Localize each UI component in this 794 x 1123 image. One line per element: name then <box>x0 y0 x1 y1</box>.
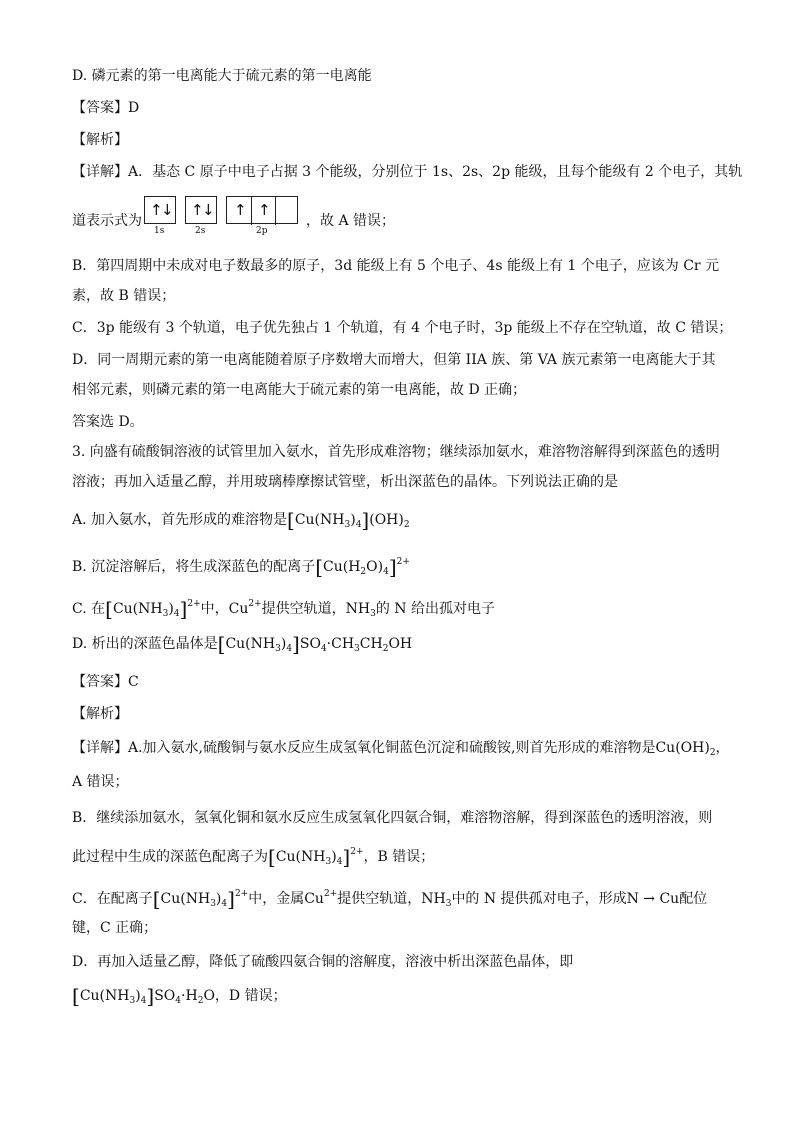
question-3-stem-cont: 溶液；再加入适量乙醇，并用玻璃棒摩擦试管壁，析出深蓝色的晶体。下列说法正确的是 <box>72 474 618 490</box>
detail-a-2-cont: A 错误； <box>72 774 129 790</box>
answer-choice-text: 答案选 D。 <box>72 414 144 430</box>
detail-c-2-cont: 键，C 正确； <box>72 920 158 936</box>
detail-c-text: C．3p 能级有 3 个轨道，电子优先独占 1 个轨道，有 4 个电子时，3p 能级上不存在空轨道，故 C 错误； <box>72 320 733 336</box>
option-d: D. 析出的深蓝色晶体是$[Cu(NH_3)_4]SO_4\cdot CH_3CH_2OH$ <box>72 632 413 656</box>
detail-a-text: 【详解】A．基态 C 原子中电子占据 3 个能级，分别位于 1s、2s、2p 能级，且每个能级有 2 个电子，其轨 <box>72 164 743 180</box>
orbital-label-2p: 2p <box>256 226 268 236</box>
orbital-label-2s: 2s <box>195 226 206 236</box>
orbital-box-2p: ↑ ↑ <box>226 196 298 224</box>
detail-c-2: C．在配离子$[Cu(NH_3)_4]^{2+}$中，金属$Cu^{2+}$提供空轨道，$NH_3$中的 N 提供孤对电子，形成N → Cu配位 <box>72 887 708 911</box>
formula-b: $[Cu(H_2O)_4]^{2+}$ <box>315 555 410 579</box>
detail-d-cont: 相邻元素，则磷元素的第一电离能大于硫元素的第一电离能，故 D 正确； <box>72 382 527 398</box>
option-d-text: D. 磷元素的第一电离能大于硫元素的第一电离能 <box>72 68 372 84</box>
detail-b-cont: 素，故 B 错误； <box>72 288 176 304</box>
orbital-result-text: ，故 A 错误； <box>306 213 396 229</box>
detail-d-text: D．同一周期元素的第一电离能随着原子序数增大而增大，但第 IIA 族、第 VA 族元素第一电离能大于其 <box>72 352 716 368</box>
orbital-label-1s: 1s <box>154 226 165 236</box>
detail-d-2: D．再加入适量乙醇，降低了硫酸四氨合铜的溶解度，溶液中析出深蓝色晶体，即 <box>72 954 574 970</box>
orbital-box-1s: ↑ ↓ <box>144 196 176 224</box>
detail-b-2: B．继续添加氨水，氢氧化铜和氨水反应生成氢氧化四氨合铜，难溶物溶解，得到深蓝色的透明溶液，则 <box>72 810 713 826</box>
orbital-intro-text: 道表示式为 <box>72 213 142 229</box>
answer-label: 【答案】D <box>72 100 140 116</box>
analysis-label-2: 【解析】 <box>72 706 128 722</box>
detail-b-text: B．第四周期中未成对电子数最多的原子，3d 能级上有 5 个电子、4s 能级上有 1 个电子，应该为 Cr 元 <box>72 258 720 274</box>
option-b: B. 沉淀溶解后，将生成深蓝色的配离子$[Cu(H_2O)_4]^{2+}$ <box>72 555 410 579</box>
orbital-box-2s: ↑ ↓ <box>185 196 217 224</box>
detail-b-2-cont: 此过程中生成的深蓝色配离子为$[Cu(NH_3)_4]^{2+}$，B 错误； <box>72 845 435 869</box>
option-a: A. 加入氨水，首先形成的难溶物是$[Cu(NH_3)_4](OH)_2$ <box>72 508 410 532</box>
analysis-label: 【解析】 <box>72 132 128 148</box>
detail-d-2-cont: $[Cu(NH_3)_4]SO_4\cdot H_2O$，D 错误； <box>72 984 287 1008</box>
detail-a-2: 【详解】A.加入氨水,硫酸铜与氨水反应生成氢氧化铜蓝色沉淀和硫酸铵,则首先形成的难溶物是$Cu(OH)_2$， <box>72 740 730 758</box>
question-3-stem: 3. 向盛有硫酸铜溶液的试管里加入氨水，首先形成难溶物；继续添加氨水，难溶物溶解得到深蓝色的透明 <box>72 444 720 460</box>
formula-d: $[Cu(NH_3)_4]SO_4\cdot CH_3CH_2OH$ <box>217 632 413 656</box>
option-c: C. 在$[Cu(NH_3)_4]^{2+}$中，$Cu^{2+}$提供空轨道，$NH_3$的 N 给出孤对电子 <box>72 597 495 621</box>
answer-label-2: 【答案】C <box>72 674 139 690</box>
formula-a: $[Cu(NH_3)_4](OH)_2$ <box>287 508 410 532</box>
